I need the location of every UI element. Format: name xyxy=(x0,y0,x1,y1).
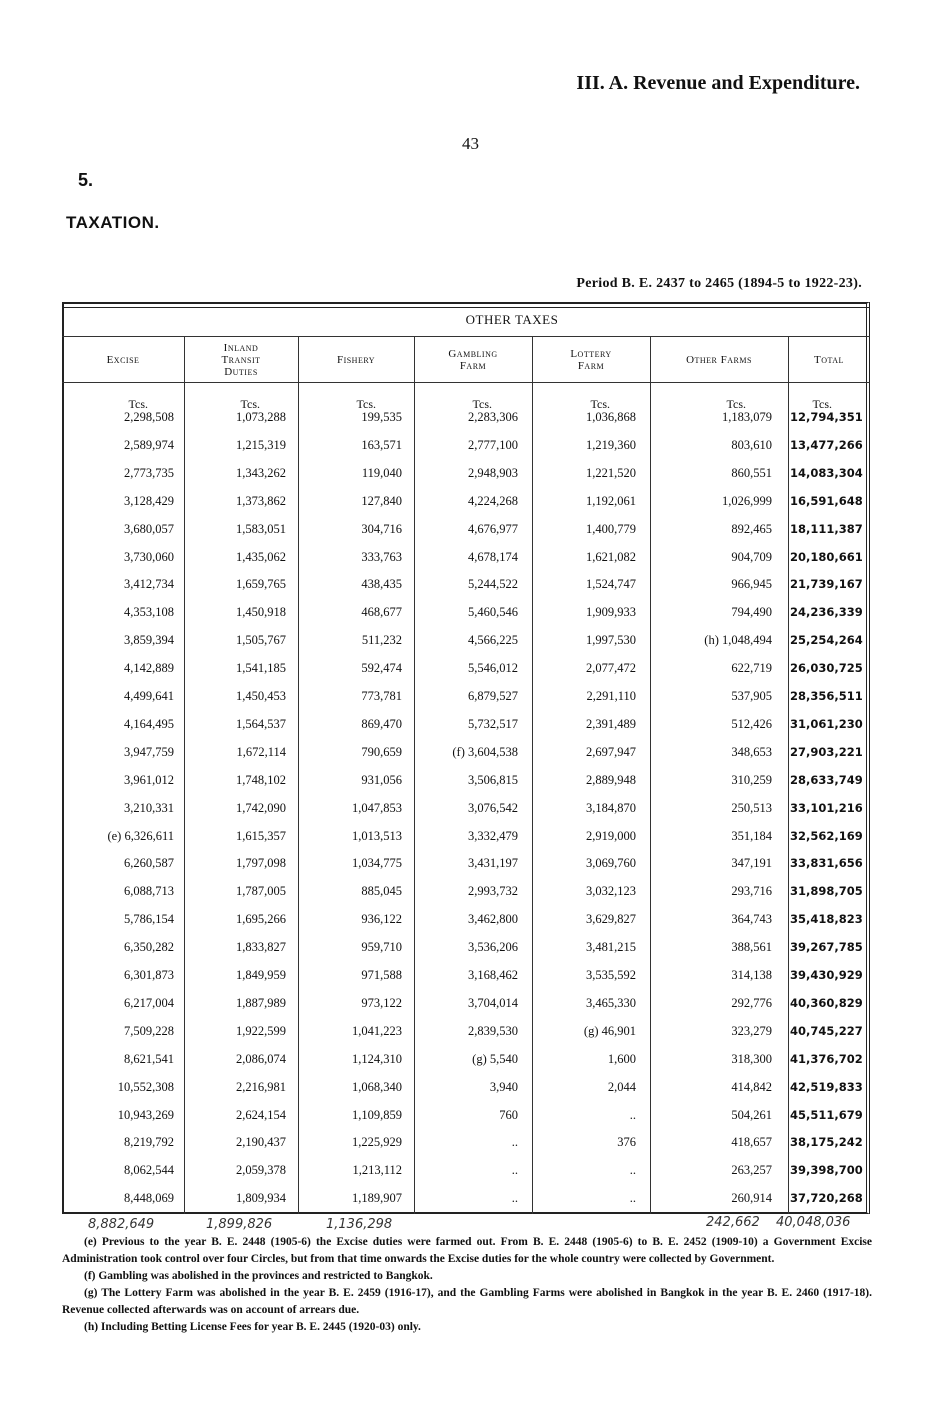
cell-inland: 1,922,599 xyxy=(236,1023,286,1038)
cell-inland: 1,373,862 xyxy=(236,493,286,508)
cell-fishery: 971,588 xyxy=(361,968,402,982)
cell-inland: 1,583,051 xyxy=(236,521,286,536)
cell-inland: 1,343,262 xyxy=(236,465,286,480)
cell-lottery: 2,889,948 xyxy=(586,772,636,787)
cell-excise: 8,219,792 xyxy=(124,1135,174,1150)
cell-inland: 1,849,959 xyxy=(236,968,286,982)
cell-total: 20,180,661 xyxy=(790,549,863,564)
cell-lottery: 3,032,123 xyxy=(586,884,636,899)
cell-excise: 4,353,108 xyxy=(124,605,174,620)
cell-excise: 6,088,713 xyxy=(124,884,174,899)
cell-fishery: 959,710 xyxy=(361,940,402,955)
handwritten-fishery: 1,136,298 xyxy=(326,1217,393,1232)
cell-excise: 3,412,734 xyxy=(124,577,174,592)
cell-lottery: (g) 46,901 xyxy=(583,1023,636,1038)
cell-fishery: 885,045 xyxy=(361,884,402,899)
cell-other: 904,709 xyxy=(731,549,772,564)
cell-other: 892,465 xyxy=(731,521,772,536)
cell-lottery: 1,909,933 xyxy=(586,605,636,620)
cell-gambling: 5,244,522 xyxy=(468,577,518,592)
cell-excise: 5,786,154 xyxy=(124,912,174,927)
cell-gambling: (f) 3,604,538 xyxy=(452,744,518,759)
unit-label: Tcs. xyxy=(590,397,610,411)
cell-fishery: 127,840 xyxy=(361,493,402,508)
cell-total: 45,511,679 xyxy=(790,1107,863,1122)
cell-fishery: 1,124,310 xyxy=(352,1051,402,1066)
cell-gambling: 2,839,530 xyxy=(468,1023,518,1038)
cell-gambling: 5,460,546 xyxy=(468,605,518,620)
handwritten-other: 242,662 xyxy=(706,1215,760,1230)
cell-gambling: 3,940 xyxy=(489,1079,518,1094)
cell-excise: 6,350,282 xyxy=(124,940,174,955)
cell-total: 14,083,304 xyxy=(790,465,863,480)
column-header-total xyxy=(788,338,870,382)
cell-inland: 1,073,288 xyxy=(236,410,286,424)
cell-inland: 1,215,319 xyxy=(236,437,286,452)
cell-inland: 1,435,062 xyxy=(236,549,286,564)
cell-excise: 2,589,974 xyxy=(124,437,174,452)
cell-inland: 2,216,981 xyxy=(236,1079,286,1094)
column-header-lottery xyxy=(532,338,650,382)
cell-lottery: .. xyxy=(629,1163,636,1178)
cell-fishery: 790,659 xyxy=(361,744,402,759)
cell-excise: 8,448,069 xyxy=(124,1191,174,1206)
cell-lottery: 1,221,520 xyxy=(586,465,636,480)
cell-fishery: 163,571 xyxy=(361,437,402,452)
column-separator xyxy=(414,336,415,1214)
column-header-gambling xyxy=(414,338,532,382)
cell-gambling: 5,546,012 xyxy=(468,661,518,676)
cell-fishery: 1,041,223 xyxy=(352,1023,402,1038)
cell-lottery: 1,621,082 xyxy=(586,549,636,564)
group-header-other-taxes: OTHER TAXES xyxy=(465,312,559,327)
cell-total: 31,061,230 xyxy=(790,716,863,731)
unit-label: Tcs. xyxy=(356,397,376,411)
cell-lottery: 2,697,947 xyxy=(586,744,636,759)
cell-gambling: 2,777,100 xyxy=(468,437,518,452)
cell-inland: 1,887,989 xyxy=(236,995,286,1010)
column-header-inland xyxy=(184,338,298,382)
cell-fishery: 304,716 xyxy=(361,521,402,536)
cell-fishery: 1,013,513 xyxy=(352,828,402,843)
cell-excise: 3,730,060 xyxy=(124,549,174,564)
cell-total: 38,175,242 xyxy=(790,1135,863,1150)
cell-total: 27,903,221 xyxy=(790,744,863,759)
unit-label: Tcs. xyxy=(726,397,746,411)
column-separator xyxy=(298,336,299,1214)
cell-total: 32,562,169 xyxy=(790,828,863,843)
cell-total: 13,477,266 xyxy=(790,437,863,452)
cell-fishery: 773,781 xyxy=(361,689,402,703)
unit-label: Tcs. xyxy=(812,397,832,411)
cell-inland: 1,659,765 xyxy=(236,577,286,592)
cell-gambling: .. xyxy=(511,1163,518,1178)
handwritten-total: 40,048,036 xyxy=(776,1215,851,1230)
section-number: 5. xyxy=(78,170,94,190)
cell-fishery: 1,225,929 xyxy=(352,1135,402,1150)
cell-total: 41,376,702 xyxy=(790,1051,863,1066)
column-header-line: Farm xyxy=(577,360,605,372)
cell-excise: (e) 6,326,611 xyxy=(107,828,174,843)
cell-total: 40,360,829 xyxy=(790,995,863,1010)
cell-fishery: 1,189,907 xyxy=(352,1191,402,1206)
cell-total: 21,739,167 xyxy=(790,577,863,592)
cell-total: 37,720,268 xyxy=(790,1191,863,1206)
column-header-other xyxy=(650,338,788,382)
cell-fishery: 199,535 xyxy=(361,410,402,424)
cell-total: 28,356,511 xyxy=(790,689,863,703)
cell-total: 40,745,227 xyxy=(790,1023,863,1038)
cell-excise: 10,943,269 xyxy=(117,1107,174,1122)
cell-other: 414,842 xyxy=(731,1079,772,1094)
cell-inland: 1,797,098 xyxy=(236,856,286,871)
column-header-line: Duties xyxy=(224,366,258,378)
cell-fishery: 1,213,112 xyxy=(352,1163,402,1178)
cell-excise: 6,301,873 xyxy=(124,968,174,982)
cell-other: 260,914 xyxy=(731,1191,772,1206)
cell-other: 860,551 xyxy=(731,465,772,480)
cell-total: 12,794,351 xyxy=(790,410,863,424)
unit-label: Tcs. xyxy=(472,397,492,411)
cell-inland: 2,190,437 xyxy=(236,1135,286,1150)
cell-other: 351,184 xyxy=(731,828,772,843)
cell-other: 310,259 xyxy=(731,772,772,787)
cell-gambling: 4,224,268 xyxy=(468,493,518,508)
unit-label: Tcs. xyxy=(128,397,148,411)
cell-other: 364,743 xyxy=(731,912,772,927)
cell-other: 504,261 xyxy=(731,1107,772,1122)
cell-other: 803,610 xyxy=(731,437,772,452)
cell-inland: 2,624,154 xyxy=(236,1107,286,1122)
cell-fishery: 973,122 xyxy=(361,995,402,1010)
cell-inland: 1,450,453 xyxy=(236,689,286,703)
cell-total: 31,898,705 xyxy=(790,884,863,899)
footnote-f: (f) Gambling was abolished in the provinces and restricted to Bangkok. xyxy=(84,1270,433,1282)
cell-lottery: 3,535,592 xyxy=(586,968,636,982)
cell-inland: 2,059,378 xyxy=(236,1163,286,1178)
cell-lottery: 2,044 xyxy=(607,1079,636,1094)
cell-gambling: 760 xyxy=(499,1107,518,1122)
cell-lottery: 1,997,530 xyxy=(586,633,636,648)
cell-other: 1,183,079 xyxy=(722,410,772,424)
table-top-rule xyxy=(62,307,870,308)
cell-fishery: 1,034,775 xyxy=(352,856,402,871)
cell-inland: 1,505,767 xyxy=(236,633,286,648)
cell-other: 512,426 xyxy=(731,716,772,731)
column-header-line: Transit xyxy=(221,354,261,366)
cell-gambling: 2,283,306 xyxy=(468,410,518,424)
column-header-line: Inland xyxy=(223,342,259,354)
cell-other: 418,657 xyxy=(731,1135,772,1150)
cell-fishery: 936,122 xyxy=(361,912,402,927)
cell-gambling: 3,506,815 xyxy=(468,772,518,787)
cell-inland: 1,787,005 xyxy=(236,884,286,899)
cell-fishery: 1,047,853 xyxy=(352,800,402,815)
cell-gambling: 4,678,174 xyxy=(468,549,518,564)
column-separator xyxy=(532,336,533,1214)
cell-gambling: 5,732,517 xyxy=(468,716,518,731)
cell-gambling: 2,948,903 xyxy=(468,465,518,480)
cell-excise: 3,947,759 xyxy=(124,744,174,759)
cell-other: 318,300 xyxy=(731,1051,772,1066)
period-caption: Period B. E. 2437 to 2465 (1894-5 to 1922-23). xyxy=(576,276,862,291)
cell-fishery: 1,068,340 xyxy=(352,1079,402,1094)
cell-lottery: 2,919,000 xyxy=(586,828,636,843)
cell-excise: 8,062,544 xyxy=(124,1163,174,1178)
column-header-line: Farm xyxy=(459,360,487,372)
column-header-line: Lottery xyxy=(570,348,612,360)
cell-gambling: 3,332,479 xyxy=(468,828,518,843)
page-number: 43 xyxy=(462,134,479,153)
cell-gambling: .. xyxy=(511,1135,518,1150)
cell-gambling: .. xyxy=(511,1191,518,1206)
cell-excise: 3,859,394 xyxy=(124,633,174,648)
cell-excise: 3,128,429 xyxy=(124,493,174,508)
cell-other: 622,719 xyxy=(731,661,772,676)
cell-inland: 1,833,827 xyxy=(236,940,286,955)
cell-gambling: (g) 5,540 xyxy=(472,1051,518,1066)
cell-total: 28,633,749 xyxy=(790,772,863,787)
cell-other: 293,716 xyxy=(731,884,772,899)
cell-excise: 4,164,495 xyxy=(124,716,174,731)
cell-lottery: 1,036,868 xyxy=(586,410,636,424)
cell-lottery: 3,184,870 xyxy=(586,800,636,815)
cell-gambling: 3,168,462 xyxy=(468,968,518,982)
cell-total: 16,591,648 xyxy=(790,493,863,508)
cell-lottery: 2,291,110 xyxy=(586,689,636,703)
cell-excise: 6,260,587 xyxy=(124,856,174,871)
cell-gambling: 3,431,197 xyxy=(468,856,518,871)
cell-other: 794,490 xyxy=(731,605,772,620)
cell-total: 26,030,725 xyxy=(790,661,863,676)
cell-fishery: 931,056 xyxy=(361,772,402,787)
cell-inland: 1,748,102 xyxy=(236,772,286,787)
cell-other: 263,257 xyxy=(731,1163,772,1178)
cell-lottery: .. xyxy=(629,1191,636,1206)
cell-inland: 1,450,918 xyxy=(236,605,286,620)
cell-fishery: 468,677 xyxy=(361,605,402,620)
cell-excise: 6,217,004 xyxy=(124,995,174,1010)
cell-lottery: .. xyxy=(629,1107,636,1122)
cell-excise: 4,142,889 xyxy=(124,661,174,676)
cell-lottery: 3,629,827 xyxy=(586,912,636,927)
running-header: III. A. Revenue and Expenditure. xyxy=(576,72,860,94)
column-separator xyxy=(184,336,185,1214)
cell-total: 39,398,700 xyxy=(790,1163,863,1178)
cell-total: 33,101,216 xyxy=(790,800,863,815)
cell-excise: 3,210,331 xyxy=(124,800,174,815)
cell-excise: 4,499,641 xyxy=(124,689,174,703)
cell-gambling: 3,462,800 xyxy=(468,912,518,927)
cell-total: 33,831,656 xyxy=(790,856,863,871)
cell-excise: 2,773,735 xyxy=(124,465,174,480)
cell-inland: 1,541,185 xyxy=(236,661,286,676)
cell-fishery: 438,435 xyxy=(361,577,402,592)
cell-lottery: 2,077,472 xyxy=(586,661,636,676)
cell-lottery: 1,524,747 xyxy=(586,577,636,592)
cell-total: 25,254,264 xyxy=(790,633,863,648)
column-header-line: Fishery xyxy=(336,354,376,366)
column-separator xyxy=(650,336,651,1214)
cell-gambling: 4,566,225 xyxy=(468,633,518,648)
cell-lottery: 376 xyxy=(617,1135,636,1150)
cell-fishery: 119,040 xyxy=(361,465,402,480)
column-header-excise xyxy=(62,338,184,382)
handwritten-excise: 8,882,649 xyxy=(88,1217,155,1232)
cell-inland: 1,615,357 xyxy=(236,828,286,843)
cell-other: 250,513 xyxy=(731,800,772,815)
cell-inland: 1,672,114 xyxy=(236,744,286,759)
cell-total: 39,430,929 xyxy=(790,968,863,982)
cell-other: 323,279 xyxy=(731,1023,772,1038)
cell-lottery: 1,600 xyxy=(607,1051,636,1066)
cell-other: 388,561 xyxy=(731,940,772,955)
cell-lottery: 1,192,061 xyxy=(586,493,636,508)
footnote-h: (h) Including Betting License Fees for year B. E. 2445 (1920-03) only. xyxy=(84,1321,421,1333)
cell-gambling: 2,993,732 xyxy=(468,884,518,899)
cell-gambling: 3,536,206 xyxy=(468,940,518,955)
footnotes xyxy=(62,1234,872,1336)
cell-excise: 3,680,057 xyxy=(124,521,174,536)
cell-other: (h) 1,048,494 xyxy=(704,633,772,648)
unit-label: Tcs. xyxy=(240,397,260,411)
column-header-fishery xyxy=(298,338,414,382)
cell-fishery: 1,109,859 xyxy=(352,1107,402,1122)
cell-lottery: 3,465,330 xyxy=(586,995,636,1010)
cell-excise: 7,509,228 xyxy=(124,1023,174,1038)
column-header-line: Total xyxy=(814,354,844,366)
cell-inland: 2,086,074 xyxy=(236,1051,286,1066)
cell-lottery: 3,069,760 xyxy=(586,856,636,871)
cell-gambling: 3,704,014 xyxy=(468,995,518,1010)
cell-total: 42,519,833 xyxy=(790,1079,863,1094)
cell-inland: 1,742,090 xyxy=(236,800,286,815)
cell-excise: 2,298,508 xyxy=(124,410,174,424)
footnote-g: (g) The Lottery Farm was abolished in the year B. E. 2459 (1916-17), and the Gambling Farms were abolished in Bangkok in the year B. E. 2460 (1917-18). Revenue collected afterwards was on account of arrears due. xyxy=(62,1287,872,1316)
taxation-table xyxy=(62,302,870,1214)
cell-inland: 1,564,537 xyxy=(236,716,286,731)
cell-gambling: 3,076,542 xyxy=(468,800,518,815)
cell-total: 24,236,339 xyxy=(790,605,863,620)
cell-other: 292,776 xyxy=(731,995,772,1010)
column-separator xyxy=(788,336,789,1214)
cell-lottery: 1,400,779 xyxy=(586,521,636,536)
cell-fishery: 511,232 xyxy=(361,633,402,648)
cell-fishery: 333,763 xyxy=(361,549,402,564)
cell-other: 966,945 xyxy=(731,577,772,592)
cell-total: 39,267,785 xyxy=(790,940,863,955)
cell-other: 348,653 xyxy=(731,744,772,759)
cell-total: 35,418,823 xyxy=(790,912,863,927)
cell-lottery: 1,219,360 xyxy=(586,437,636,452)
handwritten-inland: 1,899,826 xyxy=(206,1217,273,1232)
cell-inland: 1,695,266 xyxy=(236,912,286,927)
column-header-line: Excise xyxy=(106,354,140,366)
column-header-line: Gambling xyxy=(448,348,498,360)
cell-gambling: 6,879,527 xyxy=(468,689,518,703)
cell-total: 18,111,387 xyxy=(790,521,863,536)
cell-other: 347,191 xyxy=(731,856,772,871)
cell-lottery: 3,481,215 xyxy=(586,940,636,955)
cell-inland: 1,809,934 xyxy=(236,1191,286,1206)
cell-fishery: 869,470 xyxy=(361,716,402,731)
cell-other: 1,026,999 xyxy=(722,493,772,508)
cell-gambling: 4,676,977 xyxy=(468,521,518,536)
cell-excise: 8,621,541 xyxy=(124,1051,174,1066)
cell-fishery: 592,474 xyxy=(361,661,402,676)
cell-other: 314,138 xyxy=(731,968,772,982)
cell-excise: 10,552,308 xyxy=(117,1079,174,1094)
column-header-line: Other Farms xyxy=(686,354,752,366)
footnote-e: (e) Previous to the year B. E. 2448 (1905-6) the Excise duties were farmed out. From B. E. 2448 (1905-6) to B. E. 2452 (1909-10) a Government Excise Administration took control over four Circles, but from that time onwards the Excise duties for the whole country were collected by Government. xyxy=(62,1236,872,1265)
cell-lottery: 2,391,489 xyxy=(586,716,636,731)
cell-other: 537,905 xyxy=(731,689,772,703)
cell-excise: 3,961,012 xyxy=(124,772,174,787)
section-title: TAXATION. xyxy=(66,213,160,232)
